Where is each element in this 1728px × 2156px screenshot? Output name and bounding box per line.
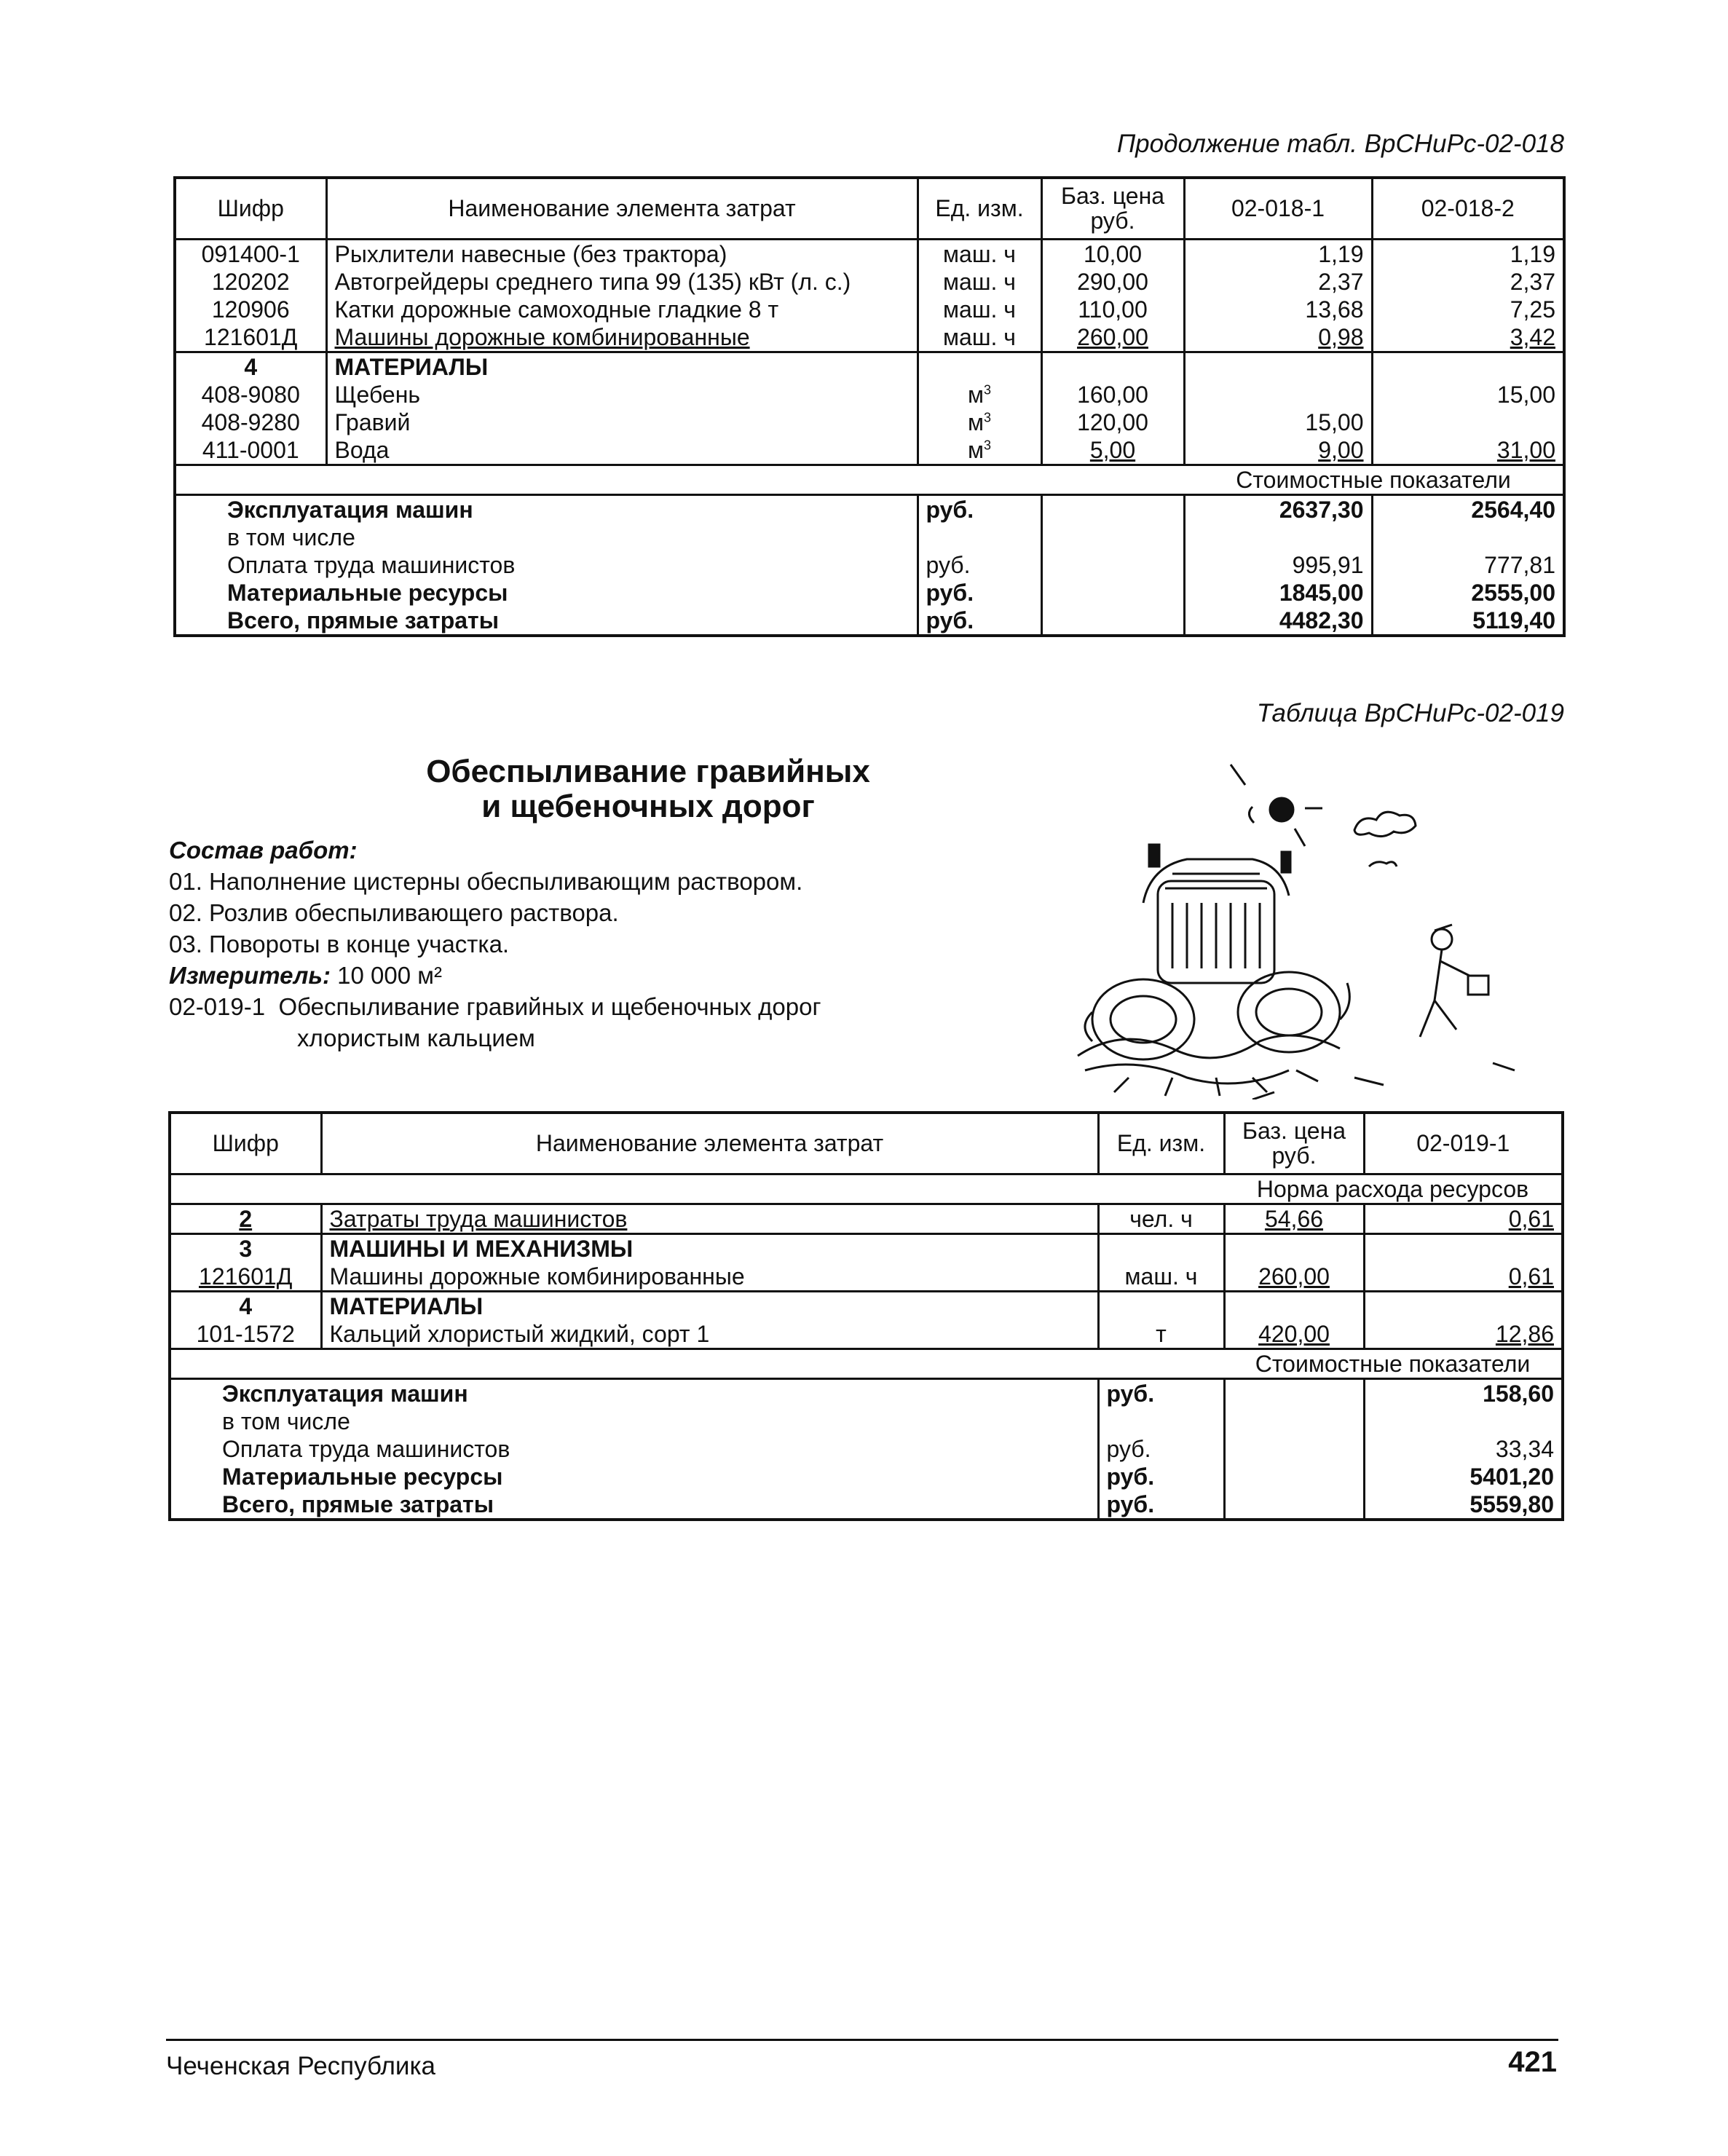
cell-name: МАШИНЫ И МЕХАНИЗМЫ — [321, 1233, 1098, 1263]
summary-label: в том числе — [175, 524, 918, 551]
summary-unit: руб. — [1098, 1490, 1224, 1520]
col-header-name: Наименование элемента затрат — [321, 1113, 1098, 1174]
table-row — [175, 436, 1564, 465]
item-line — [169, 991, 1043, 1022]
cell-name: Кальций хлористый жидкий, сорт 1 — [321, 1320, 1098, 1349]
cell-value-2: 31,00 — [1372, 436, 1564, 465]
summary-row — [170, 1490, 1563, 1520]
summary-label: Эксплуатация машин — [175, 494, 918, 524]
summary-value-2: 777,81 — [1372, 551, 1564, 579]
cell-value-1 — [1184, 381, 1372, 408]
summary-label: Материальные ресурсы — [170, 1463, 1098, 1490]
cell-unit: $м^3$ — [918, 408, 1041, 436]
summary-value-2: 5119,40 — [1372, 607, 1564, 636]
cell-name: Рыхлители навесные (без трактора) — [326, 239, 918, 268]
cell-value-1: 1,19 — [1184, 239, 1372, 268]
table-row — [175, 268, 1564, 296]
col-header-code: Шифр — [175, 178, 326, 239]
cell-code: 120906 — [175, 296, 326, 323]
cell-name: МАТЕРИАЛЫ — [326, 352, 918, 381]
work-item: 01. Наполнение цистерны обеспыливающим раствором. — [169, 868, 803, 895]
cell-unit: маш. ч — [918, 268, 1041, 296]
summary-label: Эксплуатация машин — [170, 1378, 1098, 1407]
table-row-group-header — [170, 1233, 1563, 1263]
cell-value-2: 15,00 — [1372, 381, 1564, 408]
cell-price: 260,00 — [1041, 323, 1184, 352]
summary-row — [170, 1378, 1563, 1407]
cell-name: Щебень — [326, 381, 918, 408]
cell-unit: т — [1098, 1320, 1224, 1349]
cell-value-2: 7,25 — [1372, 296, 1564, 323]
work-item: 02. Розлив обеспыливающего раствора. — [169, 899, 619, 926]
table-row — [170, 1320, 1563, 1349]
summary-row — [175, 551, 1564, 579]
cell-price: 290,00 — [1041, 268, 1184, 296]
summary-row — [170, 1435, 1563, 1463]
summary-row — [175, 607, 1564, 636]
summary-value-1: 5401,20 — [1364, 1463, 1563, 1490]
summary-label: Всего, прямые затраты — [170, 1490, 1098, 1520]
table-02-019 — [168, 1111, 1564, 1521]
section-bar-cost — [170, 1349, 1563, 1378]
summary-unit: руб. — [918, 579, 1041, 607]
cell-name: Автогрейдеры среднего типа 99 (135) кВт (л. с.) — [326, 268, 918, 296]
table-row — [175, 239, 1564, 268]
section-bar-norm — [170, 1174, 1563, 1204]
cell-price: 260,00 — [1224, 1263, 1364, 1292]
cell-name: МАТЕРИАЛЫ — [321, 1291, 1098, 1320]
cell-code: 2 — [170, 1204, 321, 1233]
summary-value-2: 2555,00 — [1372, 579, 1564, 607]
cell-value-1: 15,00 — [1184, 408, 1372, 436]
cell-price: 160,00 — [1041, 381, 1184, 408]
section-label: Стоимостные показатели — [1184, 465, 1564, 494]
summary-value-1: 33,34 — [1364, 1435, 1563, 1463]
cell-code: 408-9080 — [175, 381, 326, 408]
cell-unit: чел. ч — [1098, 1204, 1224, 1233]
table-row-group-header — [170, 1291, 1563, 1320]
table-row — [170, 1263, 1563, 1292]
cell-code: 4 — [175, 352, 326, 381]
cell-code: 411-0001 — [175, 436, 326, 465]
cell-value-1: 2,37 — [1184, 268, 1372, 296]
cell-price: 110,00 — [1041, 296, 1184, 323]
cell-value-1: 0,61 — [1364, 1204, 1563, 1233]
summary-row — [170, 1407, 1563, 1435]
cell-name: Гравий — [326, 408, 918, 436]
col-header-price: Баз. цена руб. — [1224, 1113, 1364, 1174]
summary-value-1: 4482,30 — [1184, 607, 1372, 636]
cell-value-2: 1,19 — [1372, 239, 1564, 268]
cell-code: 408-9280 — [175, 408, 326, 436]
table-02-018-continued — [173, 176, 1566, 637]
col-header-norm-1: 02-019-1 — [1364, 1113, 1563, 1174]
cell-price: 10,00 — [1041, 239, 1184, 268]
cell-unit: маш. ч — [1098, 1263, 1224, 1292]
cell-unit: маш. ч — [918, 239, 1041, 268]
cell-name: Машины дорожные комбинированные — [326, 323, 918, 352]
col-header-unit: Ед. изм. — [918, 178, 1041, 239]
summary-label: Всего, прямые затраты — [175, 607, 918, 636]
summary-value-2: 2564,40 — [1372, 494, 1564, 524]
summary-value-1: 2637,30 — [1184, 494, 1372, 524]
cell-name: Затраты труда машинистов — [321, 1204, 1098, 1233]
col-header-price: Баз. цена руб. — [1041, 178, 1184, 239]
footer-divider — [166, 2039, 1558, 2041]
cell-price: 420,00 — [1224, 1320, 1364, 1349]
item-text-2: хлористым кальцием — [297, 1024, 535, 1051]
section-title-line-1: Обеспыливание гравийных — [426, 754, 870, 789]
col-header-norm-1: 02-018-1 — [1184, 178, 1372, 239]
item-code: 02-019-1 — [169, 993, 266, 1020]
cell-value-2: 3,42 — [1372, 323, 1564, 352]
cell-value-1: 0,61 — [1364, 1263, 1563, 1292]
cell-price: 54,66 — [1224, 1204, 1364, 1233]
col-header-unit: Ед. изм. — [1098, 1113, 1224, 1174]
summary-unit: руб. — [918, 607, 1041, 636]
table-row — [175, 381, 1564, 408]
cell-code: 091400-1 — [175, 239, 326, 268]
cell-value-2: 2,37 — [1372, 268, 1564, 296]
table-row-group-header — [175, 352, 1564, 381]
measure-line — [169, 960, 1043, 991]
cell-unit: маш. ч — [918, 296, 1041, 323]
summary-unit: руб. — [918, 551, 1041, 579]
cell-value-1: 9,00 — [1184, 436, 1372, 465]
summary-value-1: 995,91 — [1184, 551, 1372, 579]
table-row — [170, 1204, 1563, 1233]
table-caption: Таблица ВрСНиРс-02-019 — [1256, 699, 1564, 727]
summary-unit: руб. — [1098, 1378, 1224, 1407]
cell-code: 3 — [170, 1233, 321, 1263]
cell-name: Катки дорожные самоходные гладкие 8 т — [326, 296, 918, 323]
table-row — [175, 408, 1564, 436]
summary-value-1: 1845,00 — [1184, 579, 1372, 607]
measure-label: Измеритель: — [169, 962, 331, 989]
summary-unit: руб. — [918, 494, 1041, 524]
summary-row — [175, 579, 1564, 607]
cell-value-1: 12,86 — [1364, 1320, 1563, 1349]
cell-code: 121601Д — [175, 323, 326, 352]
section-title — [364, 754, 932, 824]
table-row — [175, 323, 1564, 352]
col-header-norm-2: 02-018-2 — [1372, 178, 1564, 239]
footer-region: Чеченская Республика — [166, 2052, 435, 2080]
cell-code: 101-1572 — [170, 1320, 321, 1349]
summary-label: Оплата труда машинистов — [175, 551, 918, 579]
road-dusting-truck-drawing-icon — [1063, 757, 1529, 1099]
cell-unit: маш. ч — [918, 323, 1041, 352]
continuation-caption: Продолжение табл. ВрСНиРс-02-018 — [1116, 130, 1564, 158]
cell-value-1: 13,68 — [1184, 296, 1372, 323]
summary-label: в том числе — [170, 1407, 1098, 1435]
work-composition — [169, 834, 1043, 1054]
summary-value-1: 5559,80 — [1364, 1490, 1563, 1520]
summary-value-1: 158,60 — [1364, 1378, 1563, 1407]
cell-price: 120,00 — [1041, 408, 1184, 436]
summary-row — [175, 524, 1564, 551]
section-label: Стоимостные показатели — [1224, 1349, 1563, 1378]
cell-value-2 — [1372, 408, 1564, 436]
page-number: 421 — [1508, 2046, 1557, 2078]
section-label: Норма расхода ресурсов — [1224, 1174, 1563, 1204]
cell-unit: $м^3$ — [918, 436, 1041, 465]
cell-price: 5,00 — [1041, 436, 1184, 465]
cell-name: Вода — [326, 436, 918, 465]
summary-unit: руб. — [1098, 1435, 1224, 1463]
summary-row — [175, 494, 1564, 524]
section-bar-cost — [175, 465, 1564, 494]
table-row — [175, 296, 1564, 323]
cell-value-1: 0,98 — [1184, 323, 1372, 352]
section-title-line-2: и щебеночных дорог — [481, 789, 815, 824]
cell-code: 121601Д — [170, 1263, 321, 1292]
item-text-1: Обеспыливание гравийных и щебеночных дорог — [278, 993, 821, 1020]
cell-unit: $м^3$ — [918, 381, 1041, 408]
cell-code: 120202 — [175, 268, 326, 296]
col-header-name: Наименование элемента затрат — [326, 178, 918, 239]
cell-code: 4 — [170, 1291, 321, 1320]
cell-name: Машины дорожные комбинированные — [321, 1263, 1098, 1292]
col-header-code: Шифр — [170, 1113, 321, 1174]
work-label: Состав работ: — [169, 837, 358, 864]
measure-value: 10 000 м² — [337, 962, 442, 989]
summary-unit: руб. — [1098, 1463, 1224, 1490]
summary-row — [170, 1463, 1563, 1490]
summary-label: Оплата труда машинистов — [170, 1435, 1098, 1463]
work-item: 03. Повороты в конце участка. — [169, 931, 510, 957]
summary-label: Материальные ресурсы — [175, 579, 918, 607]
